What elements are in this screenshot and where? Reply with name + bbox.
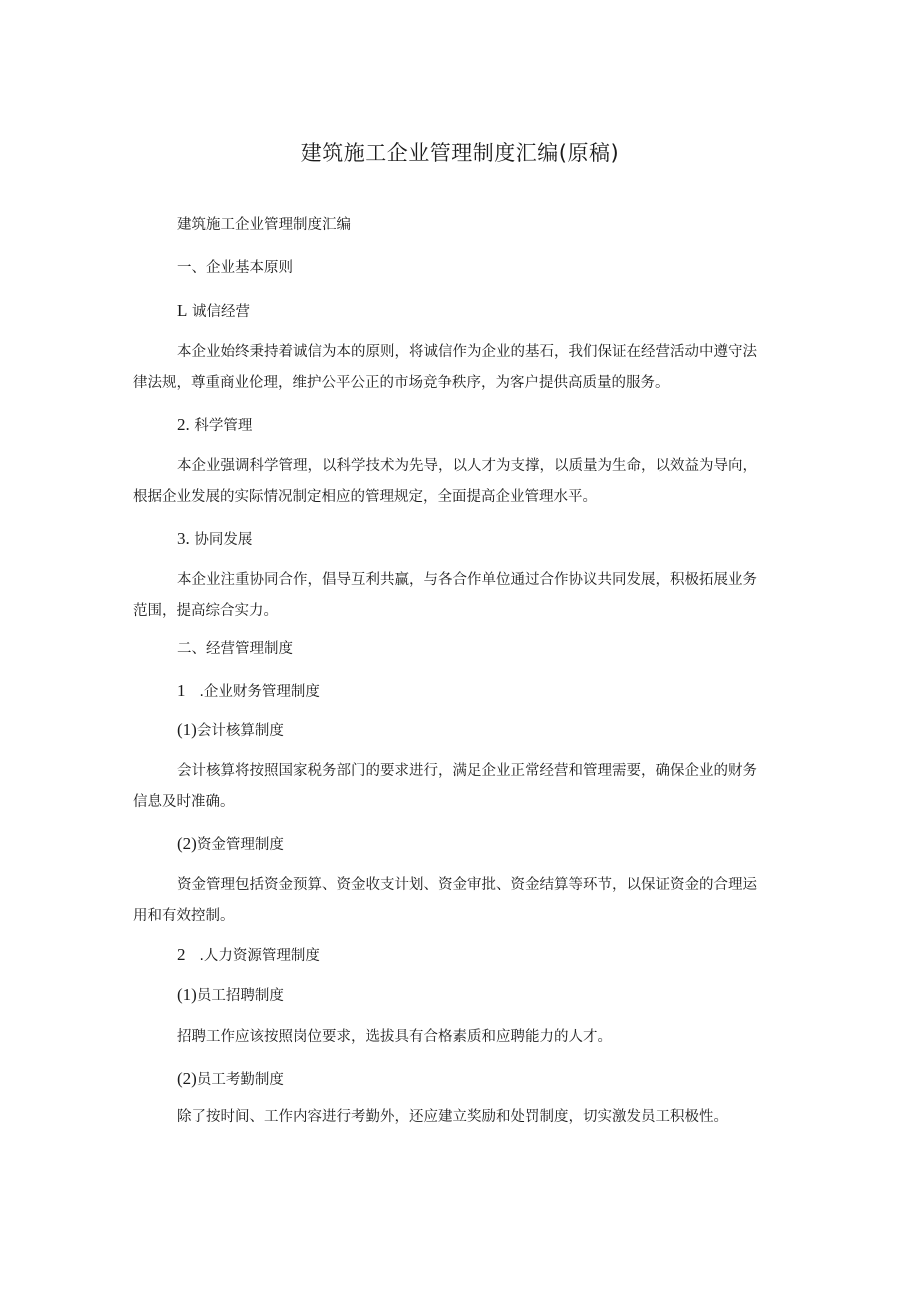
paragraph-line: 本企业注重协同合作，倡导互利共赢，与各合作单位通过合作协议共同发展，积极拓展业务 [177,572,757,588]
clause-title-2a: 员工招聘制度 [196,988,284,1004]
item-heading-2 [177,414,252,437]
clause-title-1a: 会计核算制度 [196,723,284,739]
item-heading-1 [177,300,250,323]
paragraph-cooperation [133,565,797,627]
item-number-1: L [177,301,188,320]
sub-title-2: .人力资源管理制度 [199,948,320,964]
paragraph-line: 用和有效控制。 [133,908,235,924]
clause-number-1a: (1) [177,720,197,739]
clause-number-2b: (2) [177,1069,197,1088]
paragraph-line: 根据企业发展的实际情况制定相应的管理规定，全面提高企业管理水平。 [133,489,597,505]
paragraph-line: 信息及时准确。 [133,794,235,810]
section-heading-2: 二、经营管理制度 [177,641,293,657]
paragraph-accounting [133,756,797,818]
document-title: 建筑施工企业管理制度汇编(原稿) [300,141,620,165]
clause-number-2a: (1) [177,985,197,1004]
clause-title-1b: 资金管理制度 [196,837,284,853]
item-number-3: 3. [177,529,190,548]
sub-number-2: 2 [177,945,186,964]
clause-heading-2a [177,984,284,1007]
paragraph-line: 资金管理包括资金预算、资金收支计划、资金审批、资金结算等环节，以保证资金的合理运 [177,877,757,893]
paragraph-line: 本企业强调科学管理，以科学技术为先导，以人才为支撑，以质量为生命，以效益为导向， [177,458,757,474]
clause-heading-1b [177,833,284,856]
sub-heading-2 [177,944,320,967]
paragraph-management [133,451,797,513]
clause-heading-2b [177,1068,284,1091]
paragraph-line: 本企业始终秉持着诚信为本的原则，将诚信作为企业的基石，我们保证在经营活动中遵守法 [177,344,757,360]
clause-heading-1a [177,719,284,742]
paragraph-line: 律法规，尊重商业伦理，维护公平公正的市场竞争秩序，为客户提供高质量的服务。 [133,375,670,391]
paragraph-line: 范围，提高综合实力。 [133,603,278,619]
document-subtitle: 建筑施工企业管理制度汇编 [177,217,351,233]
clause-title-2b: 员工考勤制度 [196,1072,284,1088]
sub-heading-1 [177,680,320,703]
paragraph-funds [133,870,797,932]
paragraph-integrity [133,337,797,399]
clause-number-1b: (2) [177,834,197,853]
sub-number-1: 1 [177,681,186,700]
paragraph-recruitment: 招聘工作应该按照岗位要求，选拔具有合格素质和应聘能力的人才。 [177,1029,612,1045]
sub-title-1: .企业财务管理制度 [199,684,320,700]
item-title-3: 协同发展 [194,532,253,548]
paragraph-attendance: 除了按时间、工作内容进行考勤外，还应建立奖励和处罚制度，切实激发员工积极性。 [177,1109,728,1125]
section-heading-1: 一、企业基本原则 [177,260,293,276]
item-title-1: 诚信经营 [192,304,250,320]
paragraph-line: 会计核算将按照国家税务部门的要求进行，满足企业正常经营和管理需要，确保企业的财务 [177,763,757,779]
item-title-2: 科学管理 [194,418,253,434]
item-heading-3 [177,528,252,551]
item-number-2: 2. [177,415,190,434]
